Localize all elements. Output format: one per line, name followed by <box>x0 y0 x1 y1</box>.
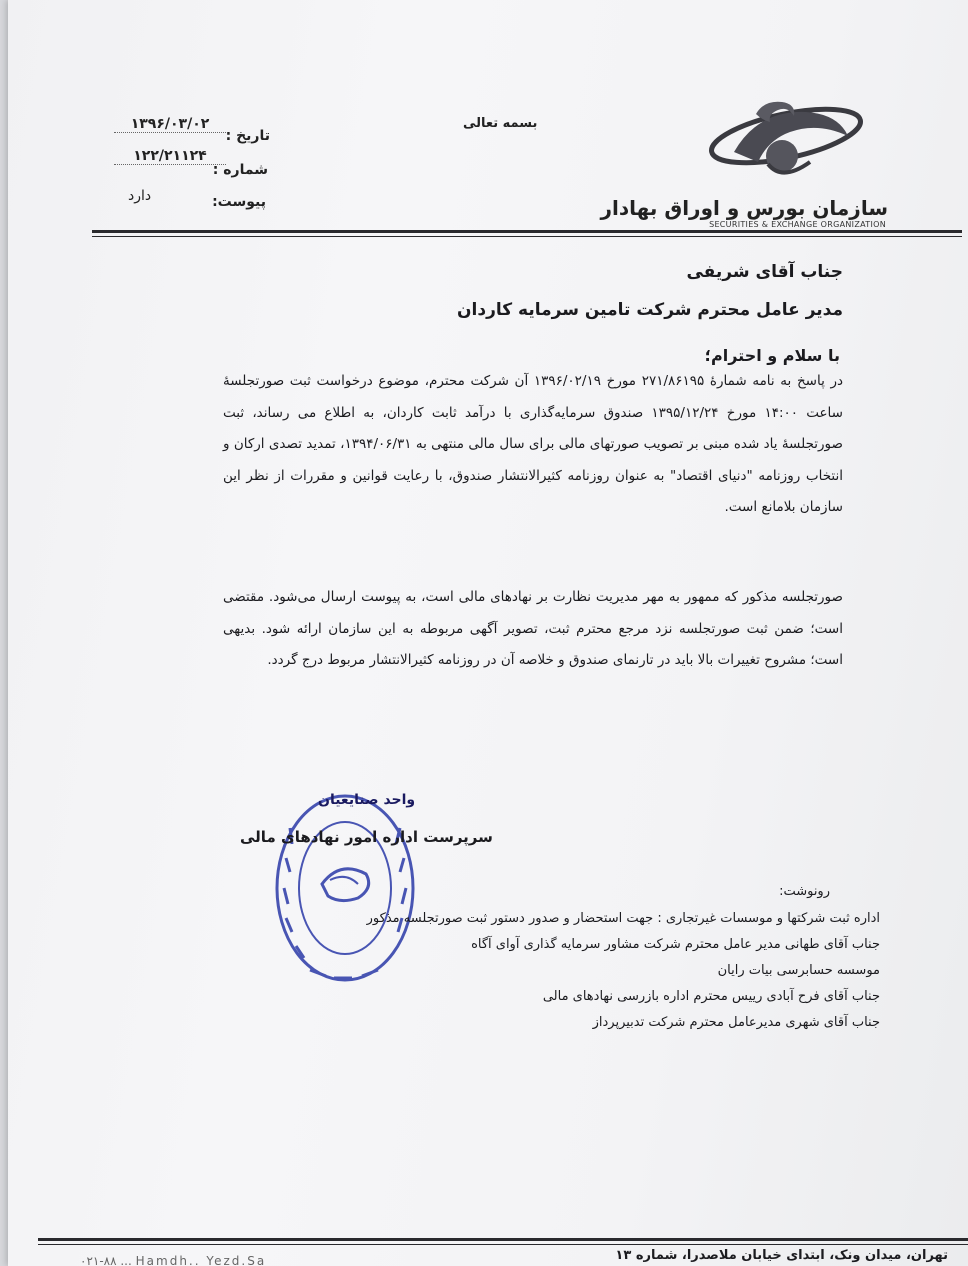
cc-item: جناب آقای طهانی مدیر عامل محترم شرکت مشاور سرمایه گذاری آوای آگاه <box>471 937 880 952</box>
cc-item: جناب آقای فرح آبادی رییس محترم اداره بازرسی نهادهای مالی <box>542 989 880 1004</box>
attachment-label: پیوست: <box>212 194 266 210</box>
date-value: ۱۳۹۶/۰۳/۰۲ <box>114 116 226 133</box>
organization-name-en: SECURITIES & EXCHANGE ORGANIZATION <box>709 220 886 229</box>
cc-item: اداره ثبت شرکتها و موسسات غیرتجاری : جهت استحضار و صدور دستور ثبت صورتجلسه مذکور <box>366 911 880 926</box>
date-label: تاریخ : <box>225 128 270 144</box>
letter-page <box>8 0 968 1266</box>
cc-label: رونوشت: <box>779 884 830 899</box>
header-divider <box>92 230 962 233</box>
body-paragraph-1: در پاسخ به نامه شمارهٔ ۲۷۱/۸۶۱۹۵ مورخ ۱۳۹۶/۰۲/۱۹ آن شرکت محترم، موضوع درخواست ثبت صورتجلسهٔ ساعت ۱۴:۰۰ مورخ ۱۳۹۵/۱۲/۲۴ صندوق سرمایه‌گذاری با درآمد ثابت کاردان، به اطلاع می رساند، ثبت صورتجلسهٔ یاد شده مبنی بر تصویب صورتهای مالی برای سال مالی منتهی به ۱۳۹۴/۰۶/۳۱، تمدید تصدی ارکان و انتخاب روزنامه "دنیای اقتصاد" به عنوان روزنامه کثیرالانتشار صندوق، با رعایت قوانین و مقررات از نظر این سازمان بلامانع است. <box>223 373 843 515</box>
recipient-title: مدیر عامل محترم شرکت تامین سرمایه کاردان <box>457 300 843 320</box>
header-divider-thin <box>92 236 962 237</box>
signatory-title: سرپرست اداره امور نهادهای مالی <box>240 828 493 846</box>
number-label: شماره : <box>212 162 268 178</box>
footer-address: تهران، میدان ونک، ابتدای خیابان ملاصدرا، شماره ۱۳ <box>615 1248 948 1263</box>
organization-logo-icon <box>698 92 868 202</box>
footer-divider-thin <box>38 1244 968 1245</box>
recipient-name: جناب آقای شریفی <box>686 262 843 282</box>
cc-item: جناب آقای شهری مدیرعامل محترم شرکت تدبیرپرداز <box>592 1015 880 1030</box>
cc-list <box>367 906 880 1036</box>
organization-name-fa: سازمان بورس و اوراق بهادار <box>600 196 888 220</box>
cc-item: موسسه حسابرسی بیات رایان <box>717 963 880 978</box>
body-paragraph-2: صورتجلسه مذکور که ممهور به مهر مدیریت نظارت بر نهادهای مالی است، به پیوست ارسال می‌شود. مقتضی است؛ ضمن ثبت صورتجلسه نزد مرجع محترم ثبت، تصویر آگهی مربوطه به این سازمان ارائه شود. بدیهی است؛ مشروح تغییرات بالا باید در تارنمای صندوق و خلاصه آن در روزنامه کثیرالانتشار مربوط درج گردد. <box>223 589 843 668</box>
invocation-text: بسمه تعالی <box>463 116 538 131</box>
attachment-value: دارد <box>128 188 152 204</box>
footer-code: ۰۲۱-۸۸ ... Hamdh.. Yezd.Sa <box>80 1254 267 1266</box>
signatory-name: واحد صنایعیان <box>318 792 416 808</box>
greeting: با سلام و احترام؛ <box>704 346 840 365</box>
footer-divider <box>38 1238 968 1241</box>
number-value: ۱۲۲/۲۱۱۲۴ <box>114 148 226 165</box>
